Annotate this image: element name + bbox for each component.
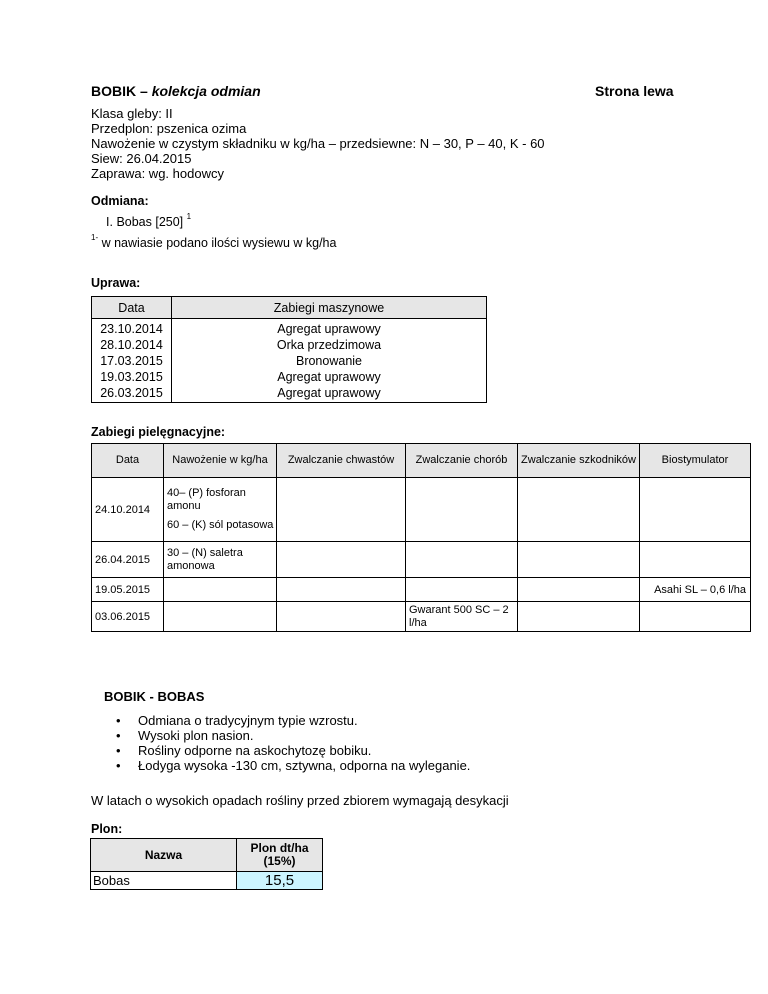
date-value: 19.03.2015 [100,370,163,384]
date-cell: 03.06.2015 [92,602,164,632]
pests-cell [518,542,640,578]
col-header: Zwalczanie chwastów [277,444,406,478]
footnote-number: 1 [91,233,96,242]
col-header: Zwalczanie chorób [406,444,518,478]
pests-cell [518,478,640,542]
pests-cell [518,578,640,602]
opis-heading: BOBIK - BOBAS [104,689,205,704]
col-header: Data [92,444,164,478]
diseases-cell [406,578,518,602]
col-header: Zwalczanie szkodników [518,444,640,478]
table-row [92,578,751,602]
date-value: 28.10.2014 [100,338,163,352]
table-header-row [92,297,487,319]
odmiana-item [106,212,192,229]
footnote-ref: 1 [186,212,192,221]
table-row [92,319,487,403]
col-header-date: Data [92,297,172,319]
fertilization-cell [164,602,277,632]
info-line: Przedplon: pszenica ozima [91,121,247,136]
date-value: 17.03.2015 [100,354,163,368]
col-header-treatments: Zabiegi maszynowe [172,297,487,319]
diseases-cell [406,478,518,542]
page-side-label: Strona lewa [595,83,674,99]
footnote [91,233,337,250]
col-header-name: Nazwa [91,839,237,872]
list-item: • Odmiana o tradycyjnym typie wzrostu. [116,713,470,728]
treatment-value: Agregat uprawowy [277,370,381,384]
footnote-mark: - [95,233,99,242]
footnote-text: w nawiasie podano ilości wysiewu w kg/ha [101,236,337,250]
table-row [91,872,323,890]
treatment-value: Bronowanie [295,354,362,368]
date-cell: 26.04.2015 [92,542,164,578]
weeds-cell [277,602,406,632]
fertilization-cell [164,578,277,602]
odmiana-heading: Odmiana: [91,194,149,208]
pielegnacja-table [91,443,751,632]
desiccation-note: W latach o wysokich opadach rośliny przed zbiorem wymagają desykacji [91,793,509,808]
table-row [92,478,751,542]
diseases-cell [406,542,518,578]
table-row [92,602,751,632]
fertilization-cell: 30 – (N) saletra amonowa [164,542,277,578]
page-title [91,83,261,99]
list-item: • Rośliny odporne na askochytozę bobiku. [116,743,470,758]
title-italic: kolekcja odmian [151,83,261,99]
table-header-row [91,839,323,872]
table-header-row [92,444,751,478]
fertilization-cell [164,478,277,542]
date-cell: 19.05.2015 [92,578,164,602]
info-block [91,106,545,181]
yield-value: 15,5 [237,872,323,890]
diseases-cell: Gwarant 500 SC – 2 l/ha [406,602,518,632]
odmiana-item-number: I. [106,215,113,229]
weeds-cell [277,542,406,578]
date-value: 26.03.2015 [100,386,163,400]
biostimulator-cell [640,542,751,578]
biostimulator-cell: Asahi SL – 0,6 l/ha [640,578,751,602]
treatments-cell [172,319,487,403]
col-header: Nawożenie w kg/ha [164,444,277,478]
fertilization-value: 40– (P) fosforan amonu [167,487,246,512]
date-cell: 24.10.2014 [92,478,164,542]
info-line: Nawożenie w czystym składniku w kg/ha – przedsiewne: N – 30, P – 40, K - 60 [91,136,545,151]
fertilization-value: 60 – (K) sól potasowa [167,519,274,531]
plon-heading: Plon: [91,822,123,836]
info-line: Zaprawa: wg. hodowcy [91,166,224,181]
date-value: 23.10.2014 [100,322,163,336]
list-item: • Łodyga wysoka -130 cm, sztywna, odporna na wyleganie. [116,758,470,773]
treatment-value: Agregat uprawowy [277,322,381,336]
features-list [116,713,470,773]
odmiana-item-text: Bobas [250] [116,215,184,229]
info-line: Siew: 26.04.2015 [91,151,192,166]
treatment-value: Orka przedzimowa [276,338,382,352]
col-header-yield: Plon dt/ha (15%) [237,839,323,872]
dates-cell [92,319,172,403]
biostimulator-cell [640,478,751,542]
biostimulator-cell [640,602,751,632]
uprawa-heading: Uprawa: [91,276,141,290]
variety-name: Bobas [91,872,237,890]
info-line: Klasa gleby: II [91,106,173,121]
weeds-cell [277,578,406,602]
list-item: • Wysoki plon nasion. [116,728,470,743]
pests-cell [518,602,640,632]
col-header: Biostymulator [640,444,751,478]
treatment-value: Agregat uprawowy [277,386,381,400]
plon-table [90,838,323,890]
table-row [92,542,751,578]
title-main: BOBIK – [91,83,152,99]
pielegnacja-heading: Zabiegi pielęgnacyjne: [91,425,226,439]
weeds-cell [277,478,406,542]
uprawa-table [91,296,487,403]
